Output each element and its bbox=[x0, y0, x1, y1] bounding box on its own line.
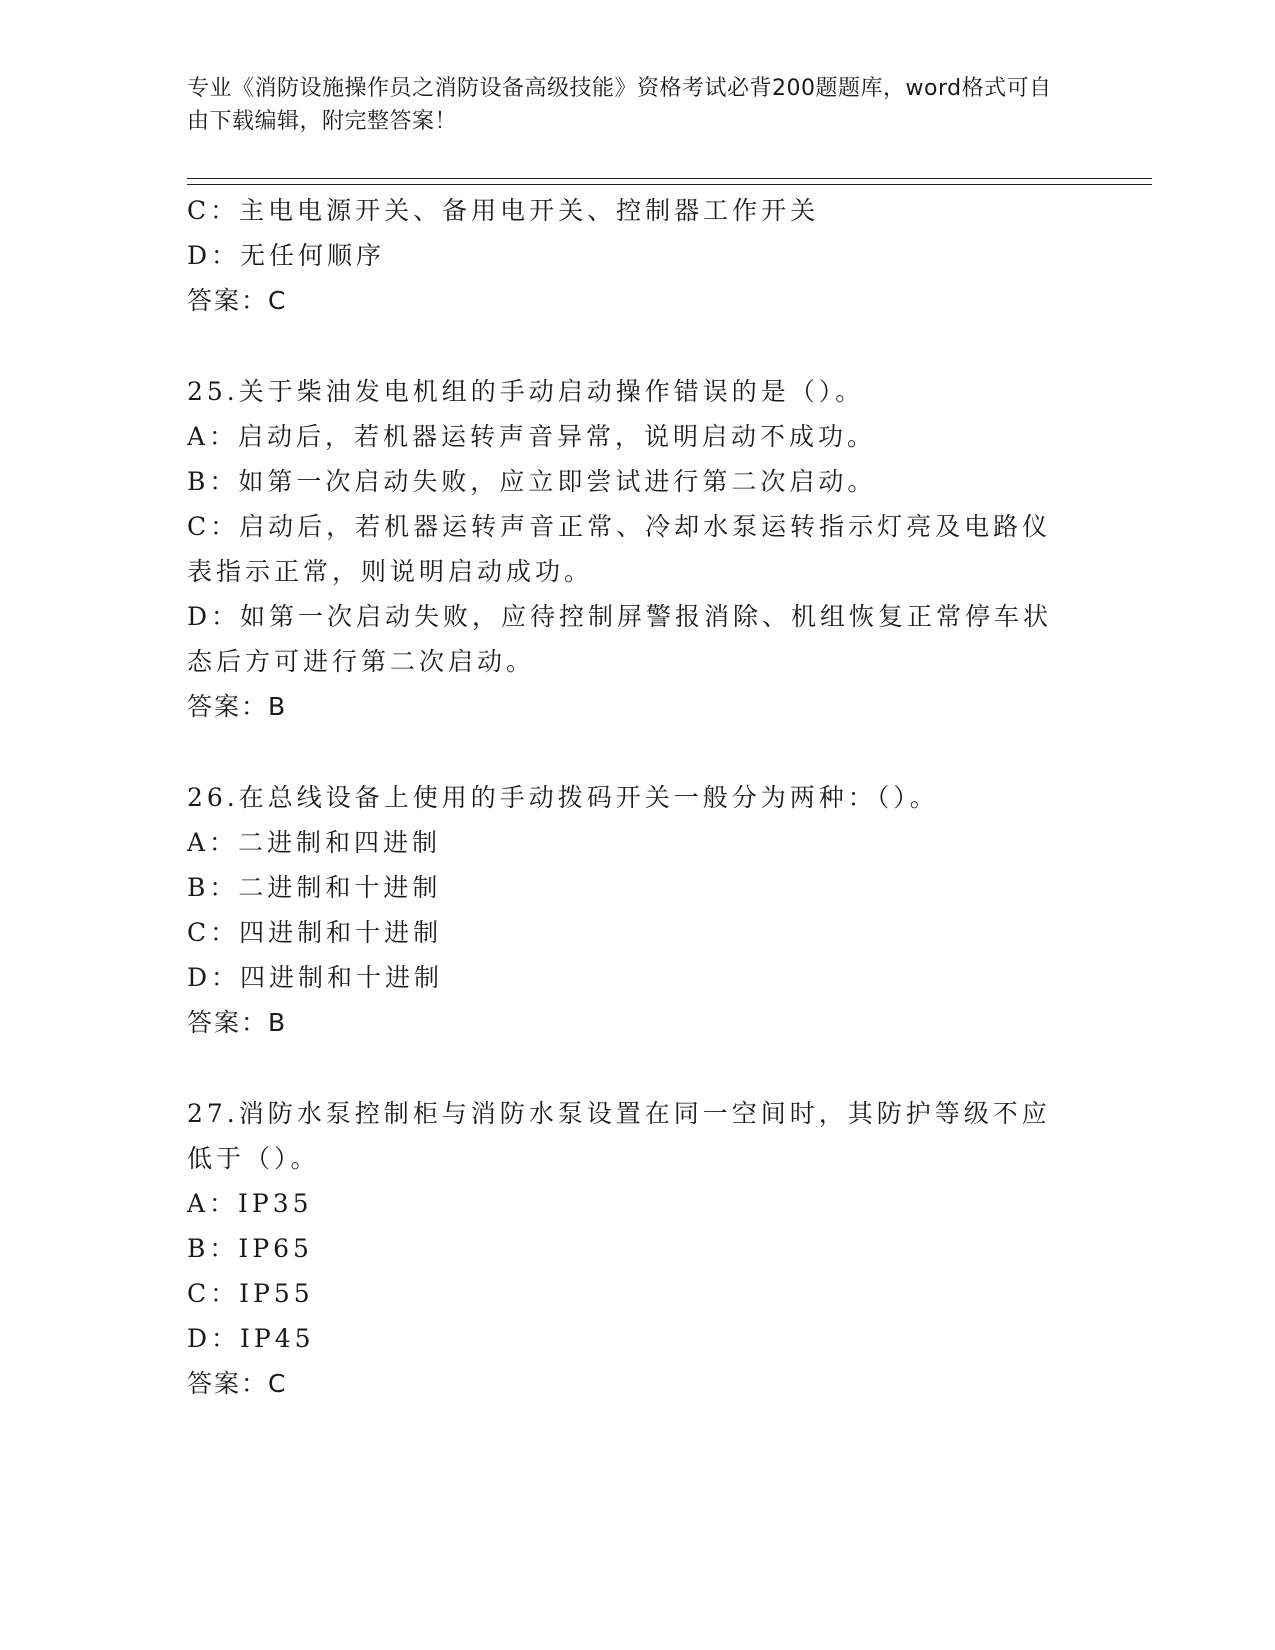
option-c: C：四进制和十进制 bbox=[187, 918, 443, 947]
option-c: C：主电电源开关、备用电开关、控制器工作开关 bbox=[187, 196, 820, 225]
question-26 bbox=[187, 775, 1087, 1045]
document-header: 专业《消防设施操作员之消防设备高级技能》资格考试必背200题题库，word格式可自由下载编辑，附完整答案！ bbox=[187, 76, 1052, 134]
spacer bbox=[187, 1045, 1087, 1091]
answer-line: 答案：C bbox=[187, 286, 288, 315]
answer-line: 答案：B bbox=[187, 1008, 288, 1037]
option-d: D：四进制和十进制 bbox=[187, 963, 444, 992]
option-d: D：无任何顺序 bbox=[187, 241, 386, 270]
answer-line: 答案：C bbox=[187, 1369, 288, 1398]
question-stem: 27.消防水泵控制柜与消防水泵设置在同一空间时，其防护等级不应低于（）。 bbox=[187, 1099, 1051, 1173]
header-divider-top bbox=[187, 178, 1152, 179]
option-d: D：如第一次启动失败，应待控制屏警报消除、机组恢复正常停车状态后方可进行第二次启动。 bbox=[187, 602, 1053, 676]
option-b: B：二进制和十进制 bbox=[187, 873, 442, 902]
question-25 bbox=[187, 369, 1087, 729]
option-d: D：IP45 bbox=[187, 1324, 315, 1353]
option-c: C：IP55 bbox=[187, 1279, 314, 1308]
answer-line: 答案：B bbox=[187, 692, 288, 721]
spacer bbox=[187, 729, 1087, 775]
question-stem: 25.关于柴油发电机组的手动启动操作错误的是（）。 bbox=[187, 377, 865, 406]
option-b: B：IP65 bbox=[187, 1234, 313, 1263]
prev-question-block bbox=[187, 188, 1087, 323]
option-a: A：启动后，若机器运转声音异常，说明启动不成功。 bbox=[187, 422, 877, 451]
option-a: A：二进制和四进制 bbox=[187, 828, 442, 857]
option-a: A：IP35 bbox=[187, 1189, 313, 1218]
question-content bbox=[187, 188, 1087, 1406]
option-b: B：如第一次启动失败，应立即尝试进行第二次启动。 bbox=[187, 467, 877, 496]
option-c: C：启动后，若机器运转声音正常、冷却水泵运转指示灯亮及电路仪表指示正常，则说明启动成功。 bbox=[187, 512, 1052, 586]
spacer bbox=[187, 323, 1087, 369]
header-divider-bottom bbox=[187, 184, 1152, 185]
question-stem: 26.在总线设备上使用的手动拨码开关一般分为两种：（）。 bbox=[187, 783, 939, 812]
question-27 bbox=[187, 1091, 1087, 1406]
